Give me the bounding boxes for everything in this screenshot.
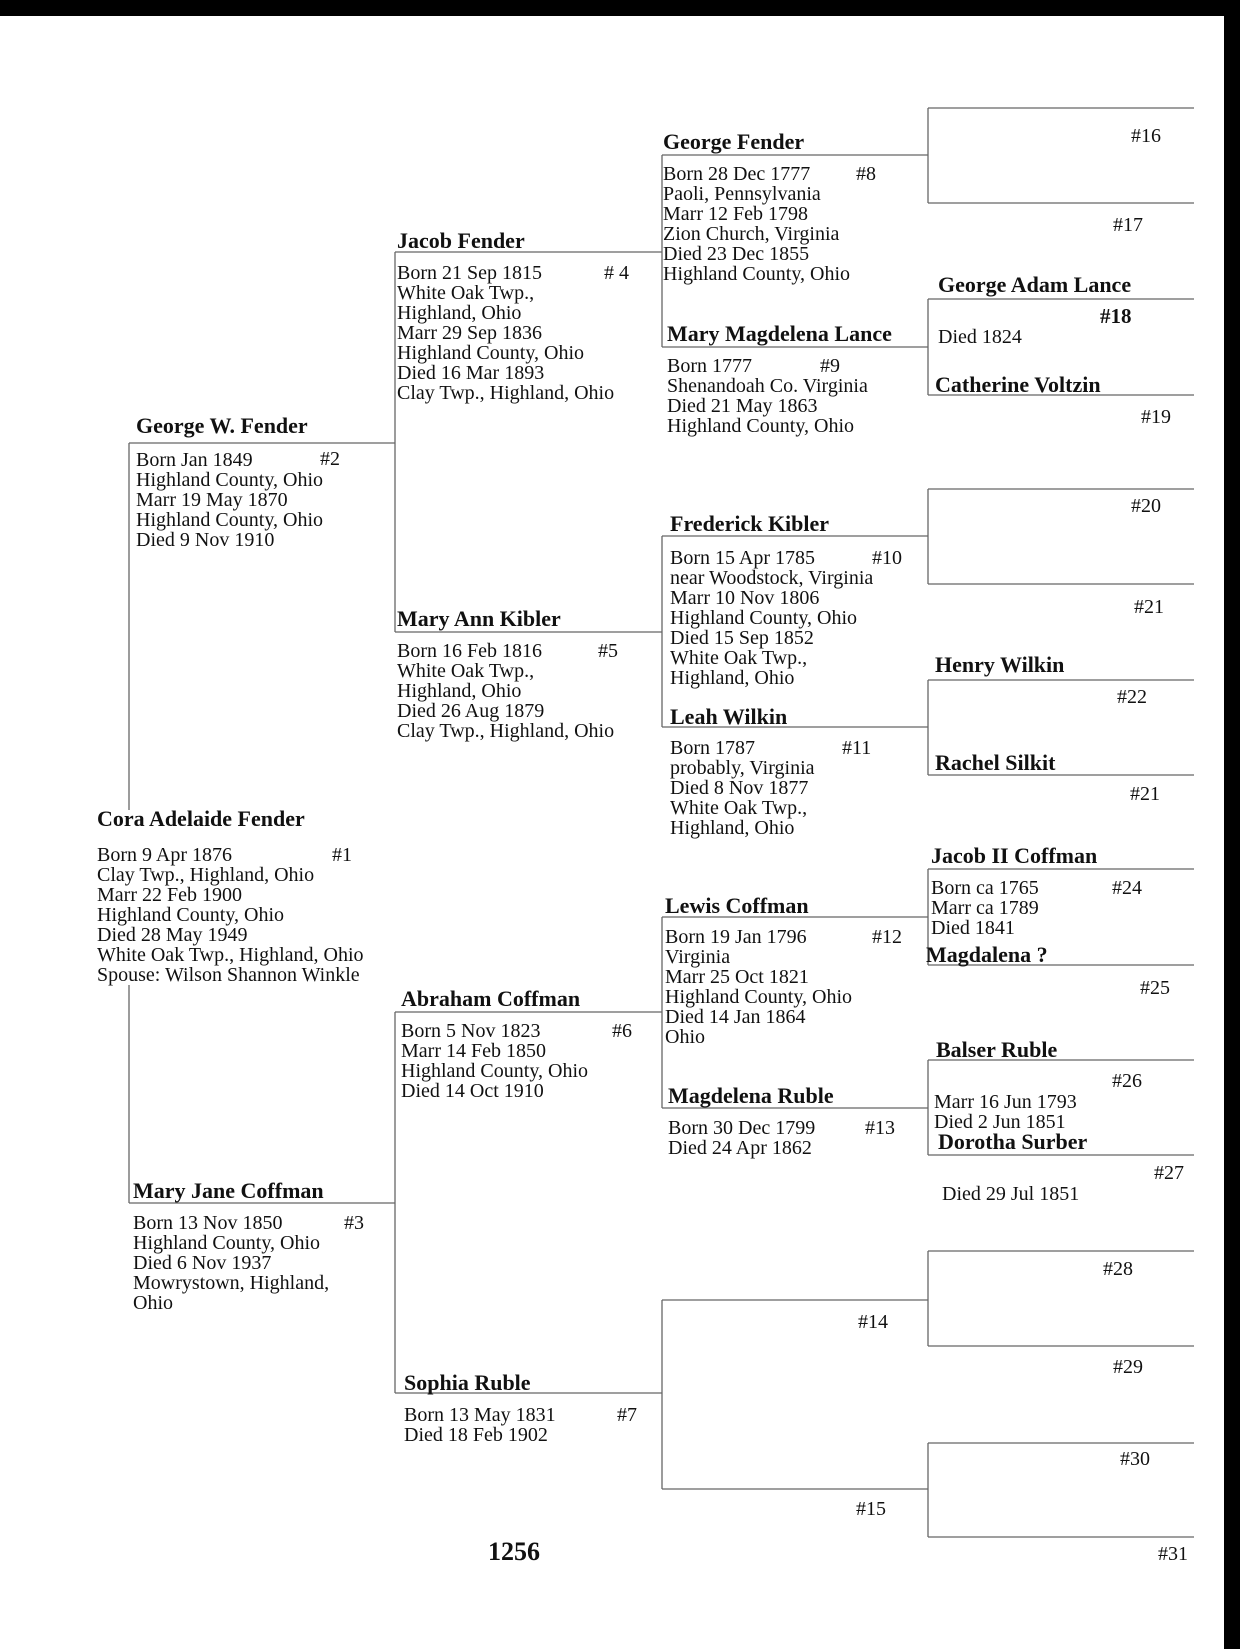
person-22-name: Henry Wilkin (935, 652, 1065, 677)
person-9-line: Highland County, Ohio (667, 415, 855, 437)
person-14-number: #14 (858, 1311, 888, 1333)
person-19-name: Catherine Voltzin (935, 372, 1101, 397)
person-5-details (397, 641, 614, 741)
person-8-line: Zion Church, Virginia (663, 223, 840, 245)
person-1-details (97, 845, 364, 985)
person-8-line: Died 23 Dec 1855 (663, 243, 810, 265)
person-7-number: #7 (617, 1404, 637, 1426)
person-1-line: Died 28 May 1949 (97, 924, 248, 946)
person-11-name: Leah Wilkin (670, 704, 788, 729)
person-5-line: Died 26 Aug 1879 (397, 700, 545, 722)
person-6-number: #6 (612, 1020, 632, 1042)
person-2-line: Born Jan 1849 (136, 449, 253, 471)
person-10-line: Highland, Ohio (670, 667, 795, 689)
person-12-line: Died 14 Jan 1864 (665, 1006, 806, 1028)
person-2-name: George W. Fender (136, 413, 308, 438)
person-18-details (938, 327, 1022, 347)
person-24-number: #24 (1112, 877, 1142, 899)
person-24-name: Jacob II Coffman (931, 843, 1098, 868)
person-5-line: Highland, Ohio (397, 680, 522, 702)
person-8-line: Highland County, Ohio (663, 263, 851, 285)
person-1-line: White Oak Twp., Highland, Ohio (97, 944, 364, 966)
person-23-number: #21 (1130, 783, 1160, 805)
person-8-number: #8 (856, 163, 876, 185)
person-1-line: Marr 22 Feb 1900 (97, 884, 242, 906)
person-8-line: Born 28 Dec 1777 (663, 163, 811, 185)
person-12-number: #12 (872, 926, 902, 948)
person-8-name: George Fender (663, 129, 805, 154)
person-6-name: Abraham Coffman (401, 986, 581, 1011)
person-9-number: #9 (820, 355, 840, 377)
person-1-line: Highland County, Ohio (97, 904, 285, 926)
person-15-number: #15 (856, 1498, 886, 1520)
person-24-details (931, 878, 1039, 938)
person-1-number: #1 (332, 844, 352, 866)
person-24-line: Died 1841 (931, 917, 1015, 939)
person-24-line: Marr ca 1789 (931, 897, 1039, 919)
person-5-line: White Oak Twp., (397, 660, 535, 682)
person-10-line: Highland County, Ohio (670, 607, 858, 629)
person-4-line: White Oak Twp., (397, 282, 535, 304)
person-30-number: #30 (1120, 1448, 1150, 1470)
person-10-details (670, 548, 873, 688)
person-11-line: Highland, Ohio (670, 817, 795, 839)
person-6-line: Highland County, Ohio (401, 1060, 589, 1082)
person-13-details (668, 1118, 815, 1158)
person-26-line: Marr 16 Jun 1793 (934, 1091, 1077, 1113)
person-5-name: Mary Ann Kibler (397, 606, 561, 631)
person-4-line: Marr 29 Sep 1836 (397, 322, 542, 344)
person-20-number: #20 (1131, 495, 1161, 517)
person-18-number: #18 (1100, 304, 1132, 328)
person-5-line: Born 16 Feb 1816 (397, 640, 542, 662)
person-6-details (401, 1021, 588, 1101)
person-1-line: Born 9 Apr 1876 (97, 844, 232, 866)
person-24-line: Born ca 1765 (931, 877, 1039, 899)
person-9-line: Died 21 May 1863 (667, 395, 818, 417)
person-11-line: probably, Virginia (670, 757, 815, 779)
person-3-line: Died 6 Nov 1937 (133, 1252, 272, 1274)
person-10-line: Died 15 Sep 1852 (670, 627, 814, 649)
person-12-details (665, 927, 852, 1047)
person-29-number: #29 (1113, 1356, 1143, 1378)
person-7-line: Born 13 May 1831 (404, 1404, 556, 1426)
person-4-name: Jacob Fender (397, 228, 525, 253)
person-11-details (670, 738, 815, 838)
person-13-name: Magdelena Ruble (668, 1083, 834, 1108)
person-5-line: Clay Twp., Highland, Ohio (397, 720, 615, 742)
person-27-details (942, 1184, 1079, 1204)
person-5-number: #5 (598, 640, 618, 662)
person-3-line: Mowrystown, Highland, (133, 1272, 330, 1294)
person-26-line: Died 2 Jun 1851 (934, 1111, 1066, 1133)
person-7-details (404, 1405, 556, 1445)
person-9-line: Shenandoah Co. Virginia (667, 375, 868, 397)
person-4-details (397, 263, 614, 403)
person-23-name: Rachel Silkit (935, 750, 1056, 775)
person-16-number: #16 (1131, 125, 1161, 147)
person-3-line: Highland County, Ohio (133, 1232, 321, 1254)
person-12-line: Marr 25 Oct 1821 (665, 966, 809, 988)
person-17-number: #17 (1113, 214, 1143, 236)
person-6-line: Marr 14 Feb 1850 (401, 1040, 546, 1062)
person-4-line: Clay Twp., Highland, Ohio (397, 382, 615, 404)
person-27-line: Died 29 Jul 1851 (942, 1183, 1080, 1205)
person-22-number: #22 (1117, 686, 1147, 708)
page-number: 1256 (488, 1537, 540, 1566)
person-4-line: Died 16 Mar 1893 (397, 362, 545, 384)
person-10-line: Born 15 Apr 1785 (670, 547, 815, 569)
person-3-name: Mary Jane Coffman (133, 1178, 324, 1203)
person-13-line: Born 30 Dec 1799 (668, 1117, 816, 1139)
person-26-number: #26 (1112, 1070, 1142, 1092)
person-13-number: #13 (865, 1117, 895, 1139)
person-8-line: Marr 12 Feb 1798 (663, 203, 808, 225)
person-3-line: Ohio (133, 1292, 173, 1314)
person-25-number: #25 (1140, 977, 1170, 999)
person-3-details (133, 1213, 329, 1313)
person-1-name: Cora Adelaide Fender (97, 806, 305, 831)
person-12-line: Ohio (665, 1026, 705, 1048)
person-7-name: Sophia Ruble (404, 1370, 531, 1395)
person-1-line: Spouse: Wilson Shannon Winkle (97, 964, 360, 986)
person-18-line: Died 1824 (938, 326, 1022, 348)
person-18-name: George Adam Lance (938, 272, 1132, 297)
person-1-line: Clay Twp., Highland, Ohio (97, 864, 315, 886)
person-4-line: Born 21 Sep 1815 (397, 262, 542, 284)
person-21-number: #21 (1134, 596, 1164, 618)
person-11-line: Died 8 Nov 1877 (670, 777, 809, 799)
person-8-details (663, 164, 850, 284)
person-6-line: Born 5 Nov 1823 (401, 1020, 541, 1042)
person-3-line: Born 13 Nov 1850 (133, 1212, 283, 1234)
person-9-name: Mary Magdelena Lance (667, 321, 892, 346)
person-2-number: #2 (320, 448, 340, 470)
person-4-line: Highland, Ohio (397, 302, 522, 324)
person-12-name: Lewis Coffman (665, 893, 809, 918)
person-10-name: Frederick Kibler (670, 511, 830, 536)
person-11-number: #11 (842, 737, 872, 759)
person-12-line: Highland County, Ohio (665, 986, 853, 1008)
person-11-line: White Oak Twp., (670, 797, 808, 819)
person-2-line: Highland County, Ohio (136, 509, 324, 531)
person-12-line: Born 19 Jan 1796 (665, 926, 807, 948)
person-10-line: White Oak Twp., (670, 647, 808, 669)
person-10-line: near Woodstock, Virginia (670, 567, 874, 589)
person-8-line: Paoli, Pennsylvania (663, 183, 821, 205)
person-12-line: Virginia (665, 946, 731, 968)
person-27-name: Dorotha Surber (938, 1129, 1088, 1154)
person-3-number: #3 (344, 1212, 364, 1234)
person-10-number: #10 (872, 547, 902, 569)
person-4-number: # 4 (604, 262, 629, 284)
person-9-details (667, 356, 868, 436)
person-13-line: Died 24 Apr 1862 (668, 1137, 812, 1159)
person-10-line: Marr 10 Nov 1806 (670, 587, 820, 609)
person-26-name: Balser Ruble (936, 1037, 1058, 1062)
person-26-details (934, 1092, 1077, 1132)
person-7-line: Died 18 Feb 1902 (404, 1424, 548, 1446)
person-25-name: Magdalena ? (926, 942, 1048, 967)
person-4-line: Highland County, Ohio (397, 342, 585, 364)
person-2-line: Highland County, Ohio (136, 469, 324, 491)
person-27-number: #27 (1154, 1162, 1184, 1184)
person-28-number: #28 (1103, 1258, 1133, 1280)
person-2-line: Marr 19 May 1870 (136, 489, 288, 511)
person-11-line: Born 1787 (670, 737, 755, 759)
person-2-details (136, 450, 323, 550)
person-31-number: #31 (1158, 1543, 1188, 1565)
person-6-line: Died 14 Oct 1910 (401, 1080, 544, 1102)
person-2-line: Died 9 Nov 1910 (136, 529, 275, 551)
person-19-number: #19 (1141, 406, 1171, 428)
person-9-line: Born 1777 (667, 355, 752, 377)
